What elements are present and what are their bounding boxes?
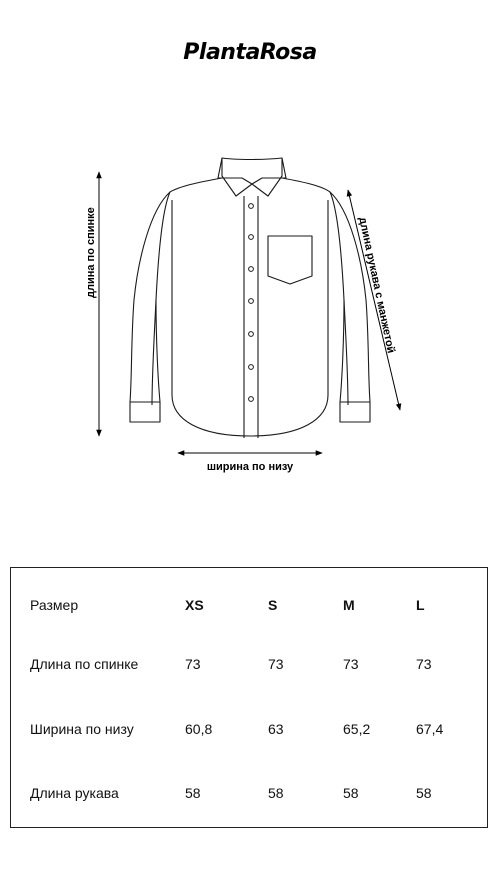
header-cell-xs: XS: [185, 597, 204, 613]
table-cell: 58: [343, 785, 359, 801]
size-table-header: [11, 597, 487, 617]
table-cell: 67,4: [416, 721, 444, 737]
header-cell-l: L: [416, 597, 425, 613]
row-label: Длина рукава: [30, 785, 119, 801]
table-row: [11, 721, 487, 741]
buttons: [249, 204, 254, 402]
row-label: Длина по спинке: [30, 656, 139, 672]
size-table: [10, 567, 488, 828]
header-cell-m: M: [343, 597, 355, 613]
header-cell: Размер: [30, 597, 79, 613]
table-cell: 73: [343, 656, 359, 672]
table-cell: 65,2: [343, 721, 371, 737]
table-cell: 58: [268, 785, 284, 801]
table-row: [11, 785, 487, 805]
table-row: [11, 656, 487, 676]
brand-logo: PlantaRosa: [183, 40, 317, 65]
table-cell: 63: [268, 721, 284, 737]
back-length-label: длина по спинке: [85, 207, 97, 298]
table-cell: 73: [185, 656, 201, 672]
table-cell: 60,8: [185, 721, 213, 737]
shirt-outline: [130, 158, 370, 438]
sleeve-length-label: длина рукава с манжетой: [356, 216, 397, 355]
table-cell: 73: [268, 656, 284, 672]
table-cell: 58: [416, 785, 432, 801]
table-cell: 58: [185, 785, 201, 801]
table-cell: 73: [416, 656, 432, 672]
row-label: Ширина по низу: [30, 721, 134, 737]
bottom-width-label: ширина по низу: [206, 461, 294, 473]
header-cell-s: S: [268, 597, 278, 613]
shirt-diagram: [0, 130, 500, 490]
